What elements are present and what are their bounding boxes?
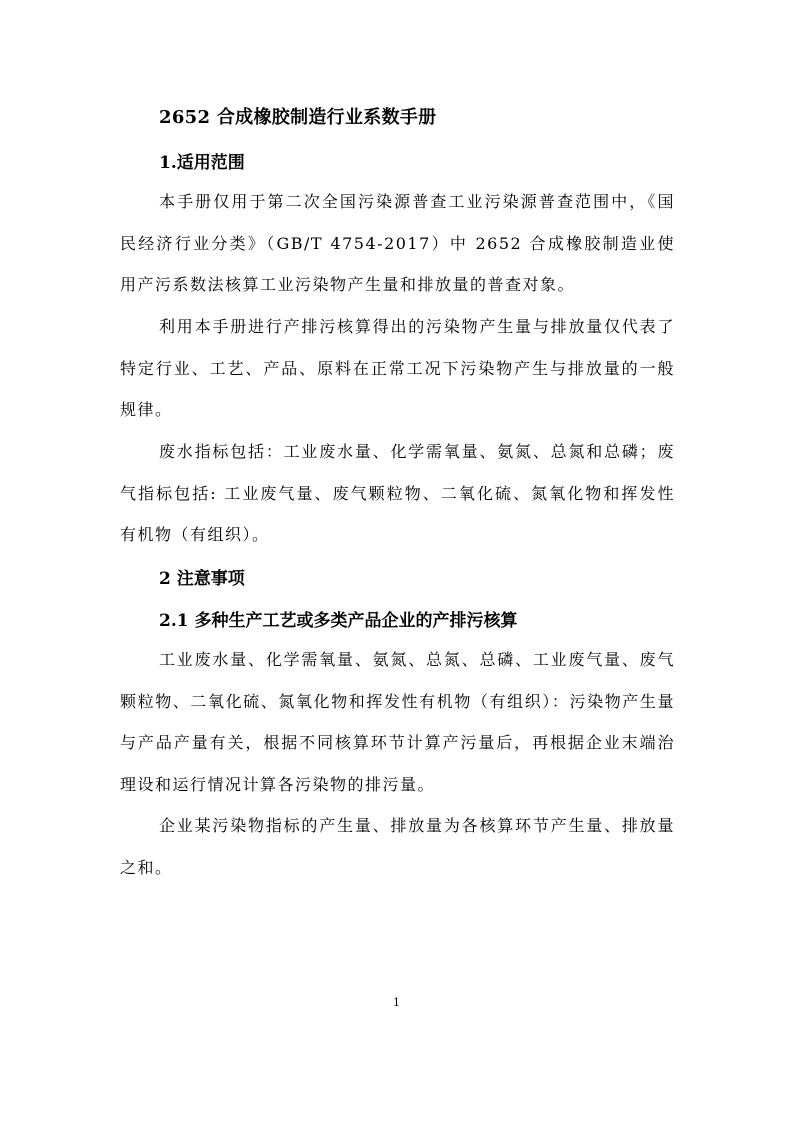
document-title: 2652 合成橡胶制造行业系数手册 [159, 107, 437, 128]
paragraph-multi-process-sum: 企业某污染物指标的产生量、排放量为各核算环节产生量、排放量之和。 [120, 816, 675, 877]
paragraph-multi-process-calculation: 工业废水量、化学需氧量、氨氮、总氮、总磷、工业废气量、废气颗粒物、二氧化硫、氮氧化物和挥发性有机物（有组织）：污染物产生量与产品产量有关，根据不同核算环节计算产污量后，再根据企业末端治理设和运行情况计算各污染物的排污量。 [120, 650, 675, 794]
subsection-heading-multi-process: 2.1 多种生产工艺或多类产品企业的产排污核算 [159, 611, 518, 631]
section-heading-scope: 1.适用范围 [159, 153, 245, 173]
paragraph-scope-indicators: 废水指标包括：工业废水量、化学需氧量、氨氮、总氮和总磷；废气指标包括: 工业废气量、废气颗粒物、二氧化硫、氮氧化物和挥发性有机物（有组织）。 [120, 442, 675, 544]
paragraph-scope-applicability: 本手册仅用于第二次全国污染源普查工业污染源普查范围中，《国民经济行业分类》（GB/T 4754-2017）中 2652 合成橡胶制造业使用产污系数法核算工业污染物产生量和排放量的普查对象。 [120, 192, 675, 294]
paragraph-scope-limitations: 利用本手册进行产排污核算得出的污染物产生量与排放量仅代表了特定行业、工艺、产品、原料在正常工况下污染物产生与排放量的一般规律。 [120, 317, 675, 419]
section-heading-notes: 2 注意事项 [159, 569, 245, 589]
page-number: 1 [393, 996, 400, 1009]
